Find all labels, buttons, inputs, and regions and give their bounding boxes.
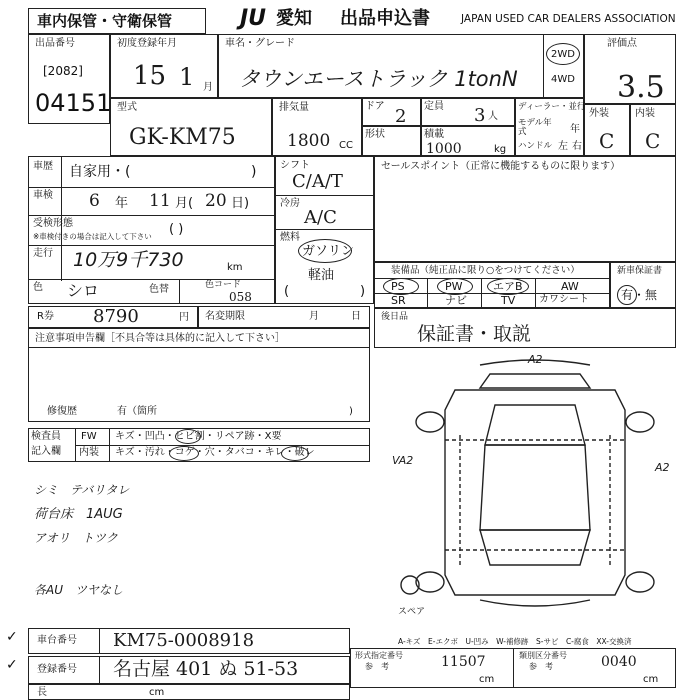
equip-airbag: エアB [493,280,523,293]
color-code-label: 色コード [205,280,242,290]
model-value: GK-KM75 [129,125,236,150]
equipment-box [374,262,610,308]
int-circle-2 [281,446,309,461]
inspection-year: 6 [89,191,100,211]
recycle-unit: 円 [179,312,189,323]
mileage-label: 走行 [33,248,53,259]
expiry-box [198,306,370,328]
history-value: 自家用・( [69,164,131,180]
mark-top: A2 [528,353,543,366]
later-box [374,308,676,348]
inspection-day: 20 [205,191,227,211]
checker-int-items: キズ・汚れ・コゲ・穴・タバコ・キレ・破レ [115,447,315,458]
storage-label: 車内保管・守衛保管 [37,12,173,30]
diagram-body [445,390,625,595]
later-label: 後日品 [381,312,409,322]
load-box [421,126,515,156]
equip-pw-circle [437,278,473,295]
equip-ps-circle [383,278,419,295]
aircon-value: A/C [304,207,337,228]
disp-box [272,98,362,156]
registration-label: 登録番号 [37,664,77,675]
drive-2wd: 2WD [551,49,575,60]
load-label: 積載 [424,129,444,140]
type-sub: 参 考 [365,662,389,671]
inspection-month: 11 [149,191,171,211]
door-label: ドア [365,101,385,112]
reg-box [110,34,218,98]
equip-pw: PW [445,280,463,293]
mark-right: A2 [655,461,670,474]
color-label: 色 [33,282,43,293]
expiry-label: 名変期限 [205,311,245,322]
length-label: 長 [37,687,47,698]
capacity-label: 定員 [424,101,444,112]
fuel-paren-open: ( [284,284,290,299]
capacity-value: 3 [474,105,486,126]
chassis-box [28,628,350,654]
shape-label: 形状 [365,129,385,140]
aircon-label: 冷房 [280,198,300,209]
color-code-value: 058 [229,290,252,304]
handnote-4: 各AU ツヤなし [34,583,123,597]
handle-label: ハンドル [518,141,553,151]
mileage-value: 10万9千730 [73,249,184,271]
dealer-label: ディーラー・並行 [518,102,586,112]
shift-label: シフト [280,160,310,171]
length-box [28,684,350,700]
new-cert-box [610,262,676,308]
lot-number: 04151 [35,89,112,117]
history-close: ) [251,164,257,180]
inspection-label: 車検 [33,190,53,201]
expiry-month: 月 [309,311,319,322]
reg-month-unit: 月 [203,82,213,93]
diagram-rear-bumper [480,600,590,606]
reg-month: 1 [179,63,195,91]
diagram-roof [480,445,590,530]
form-title: 出品申込書 [340,8,430,29]
int-circle-1 [169,446,199,461]
expiry-day: 日 [351,311,361,322]
color-value: シロ [67,281,100,300]
int-value: C [645,129,661,153]
handnote-2: 荷台床 1AUG [34,507,123,522]
door-box [362,98,421,126]
chassis-label: 車台番号 [37,635,77,646]
inspection-day-unit: 日) [231,196,250,211]
diagram-front-panel [480,374,590,388]
drive-2wd-circle [546,43,580,65]
english-name: JAPAN USED CAR DEALERS ASSOCIATION [461,13,676,25]
sales-point-label: セールスポイント（正常に機能するものに限ります） [381,161,621,172]
class-label: 類別区分番号 [519,651,567,660]
association-name: 愛知 [276,8,312,29]
height-unit: cm [643,674,659,685]
type-label: 形式指定番号 [355,651,403,660]
notes-label: 注意事項申告欄［不具合等は具体的に記入して下さい］ [35,333,285,344]
name-box [218,34,584,98]
registration-value: 名古屋 401 ぬ 51-53 [113,658,299,680]
lot-sub: [2082] [43,64,83,78]
sales-point-box [374,156,676,262]
model-label: 型式 [117,102,137,113]
capacity-unit: 人 [488,111,498,122]
fw-circle [175,429,201,444]
int-box [630,104,676,156]
diagram-windshield [485,405,585,445]
diagram-wheel-fr [626,412,654,432]
recycle-value: 8790 [93,306,139,327]
ju-logo: JU [240,6,267,31]
registration-box [28,656,350,684]
model-box [110,98,272,156]
new-cert-circle [617,285,637,305]
reg-year: 15 [133,61,167,91]
diagram-rear-window [480,530,590,565]
class-value: 0040 [601,654,637,670]
received-note: ※車検付きの場合は記入して下さい [33,232,152,241]
handle-left: 左 [558,141,568,152]
equipment-label: 装備品（純正品に限り○をつけてください） [391,265,580,276]
diagram-wheel-rl [416,572,444,592]
equip-sr: SR [391,294,406,307]
ext-box [584,104,630,156]
repair-label: 修復歴 [47,406,77,417]
check-mark-2: ✓ [6,657,18,673]
color-no-label: 色替 [149,284,169,295]
equip-ps: PS [391,280,405,293]
cert-box [350,648,676,688]
check-mark-1: ✓ [6,629,18,645]
inspection-month-unit: 月( [175,196,194,211]
handle-right: 右 [572,141,582,152]
storage-box [28,8,206,34]
spare-label: スペア [398,607,426,617]
received-value: ( ) [169,222,184,237]
checker-label-2: 記入欄 [31,446,61,457]
ext-label: 外装 [589,108,609,119]
fuel-gasoline: ガソリン [302,244,355,259]
new-cert-label: 新車保証書 [617,266,663,276]
car-diagram [400,350,670,620]
fuel-gasoline-circle [298,239,355,263]
reg-label: 初度登録年月 [117,38,177,49]
spec-block [275,156,374,304]
drive-4wd: 4WD [551,74,575,85]
fuel-label: 燃料 [280,232,300,243]
mileage-unit: km [227,262,243,273]
handnote-3: アオリ トツク [34,531,118,545]
modelyear-label: モデル年式 [518,118,552,137]
disp-label: 排気量 [279,102,309,113]
width-unit: cm [479,674,495,685]
length-unit-1: cm [149,687,165,698]
equip-navi: ナビ [445,294,467,307]
history-label: 車歴 [33,161,53,172]
equip-tv: TV [501,294,516,307]
score-label: 評価点 [607,38,637,49]
dealer-box [515,98,584,156]
shape-box [362,126,421,156]
name-label: 車名・グレード [225,38,295,49]
lot-box [28,34,110,124]
notes-box [28,328,370,422]
score-value: 3.5 [617,70,665,105]
class-sub: 参 考 [529,662,553,671]
disp-value: 1800 [287,131,331,151]
lot-label: 出品番号 [35,38,75,49]
mark-left: VA2 [392,454,414,467]
modelyear-unit: 年 [570,124,580,135]
diagram-wheel-fl [416,412,444,432]
recycle-label: R券 [37,311,54,322]
fuel-paren-close: ) [360,284,366,299]
inspection-year-unit: 年 [115,196,129,211]
checker-label-1: 検査員 [31,431,61,442]
checker-fw: FW [81,431,97,442]
equip-airbag-circle [487,278,529,295]
door-value: 2 [395,106,407,127]
load-value: 1000 [426,141,462,157]
score-box [584,34,676,104]
equip-leather: カワシート [539,294,589,305]
shift-value: C/A/T [292,171,343,192]
fuel-diesel: 軽油 [308,268,335,283]
type-value: 11507 [441,654,486,670]
checker-box [28,428,370,462]
repair-close: ) [349,406,353,417]
int-label: 内装 [635,108,655,119]
repair-value: 有（箇所 [117,406,157,417]
later-value: 保証書・取説 [417,323,532,345]
history-block [28,156,275,304]
legend: A-キズ E-エクボ U-凹み W-補修跡 S-サビ C-腐食 XX-交換済 [398,637,632,646]
ext-value: C [599,129,615,153]
checker-int: 内装 [79,447,99,458]
chassis-value: KM75-0008918 [113,630,255,651]
handnote-1: シミ テバリタレ [34,483,130,497]
capacity-box [421,98,515,126]
new-cert-value: 有・無 [621,288,658,302]
load-unit: kg [494,144,507,155]
recycle-box [28,306,198,328]
checker-fw-items: キズ・凹凸・ヒビ割・リペア跡・X要 [115,431,282,442]
disp-unit: CC [339,140,353,151]
name-value: タウンエーストラック 1tonN [239,67,518,91]
equip-aw: AW [561,280,579,293]
diagram-wheel-rr [626,572,654,592]
received-label: 受検形態 [33,218,73,229]
